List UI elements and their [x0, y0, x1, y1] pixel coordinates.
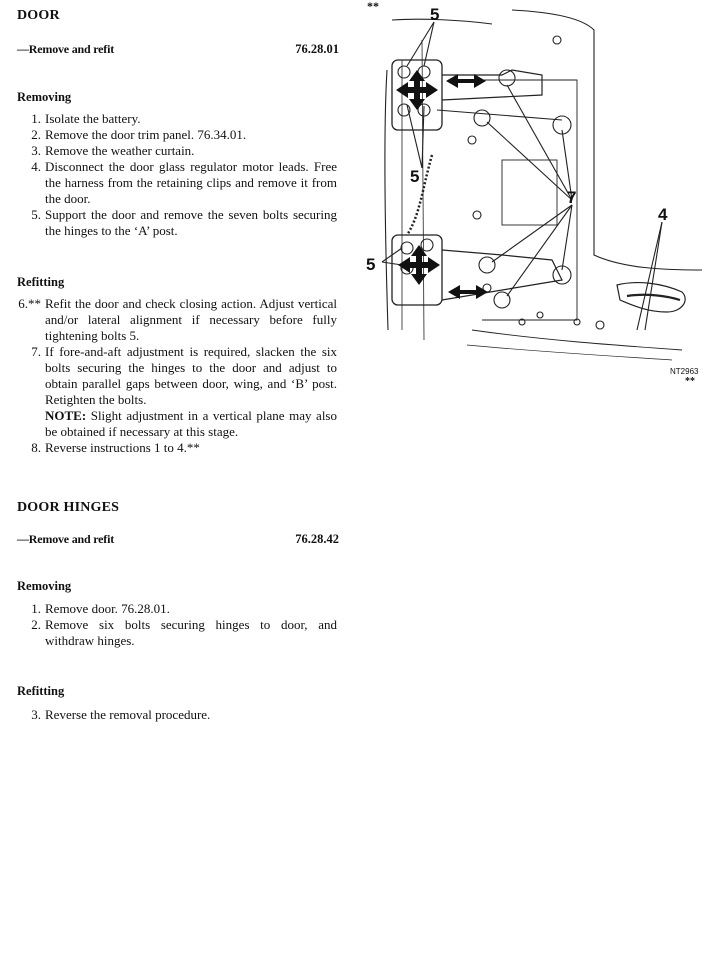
hinges-operation-line	[17, 532, 339, 547]
door-section-title: DOOR	[17, 8, 60, 23]
callout-4: 4	[658, 205, 668, 224]
hinges-section-title: DOOR HINGES	[17, 500, 120, 515]
door-operation-line	[17, 42, 339, 57]
hinges-refitting-heading: Refitting	[17, 684, 65, 698]
list-item: 3. Reverse the removal procedure.	[31, 707, 211, 722]
list-item: 3. Remove the weather curtain.	[31, 143, 195, 158]
hinges-removing-heading: Removing	[17, 579, 72, 593]
door-refitting-heading: Refitting	[17, 275, 65, 289]
door-removing-heading: Removing	[17, 90, 72, 104]
list-item: 5. Support the door and remove the seven bolts securing the hinges to the ‘A’ post.	[31, 207, 337, 238]
door-operation-label: —Remove and refit	[17, 42, 115, 56]
hinges-removing-steps	[17, 601, 337, 649]
list-item: 2. Remove six bolts securing hinges to door, and withdraw hinges.	[31, 617, 337, 648]
door-hinge-illustration	[362, 0, 709, 400]
door-refitting-steps	[17, 296, 337, 456]
figure-bottom-marker: **	[685, 376, 695, 387]
hinges-operation-label: —Remove and refit	[17, 532, 115, 546]
list-item: 6.** Refit the door and check closing action. Adjust vertical and/or lateral alignment if necessary before fully tightening bolts 5.	[18, 296, 337, 343]
callout-5-upper: 5	[430, 5, 440, 24]
list-item: 1. Remove door. 76.28.01.	[31, 601, 170, 616]
list-item: 8. Reverse instructions 1 to 4.**	[31, 440, 200, 455]
list-item: 1. Isolate the battery.	[31, 111, 141, 126]
figure-top-marker: **	[367, 0, 379, 13]
list-item: 2. Remove the door trim panel. 76.34.01.	[31, 127, 247, 142]
door-operation-code: 76.28.01	[295, 42, 339, 56]
callout-5-left: 5	[366, 255, 376, 274]
door-removing-steps	[17, 111, 337, 239]
figure-reference: NT2963	[670, 367, 699, 376]
callout-7: 7	[567, 188, 577, 207]
list-item: 7. If fore-and-aft adjustment is required, slacken the six bolts securing the hinges to the door and adjust to obtain parallel gaps between door, wing, and ‘B’ post. Retighten the bolts. NOTE: Slight adjustment in a vertical plane may also be obtained if necessary at this stage.	[31, 344, 337, 439]
hinges-operation-code: 76.28.42	[295, 532, 339, 546]
callout-5-middle: 5	[410, 167, 420, 186]
hinge-diagram-svg	[362, 0, 709, 400]
list-item: 4. Disconnect the door glass regulator motor leads. Free the harness from the retaining clips and remove it from the door.	[31, 159, 337, 206]
hinges-refitting-steps	[17, 707, 337, 723]
